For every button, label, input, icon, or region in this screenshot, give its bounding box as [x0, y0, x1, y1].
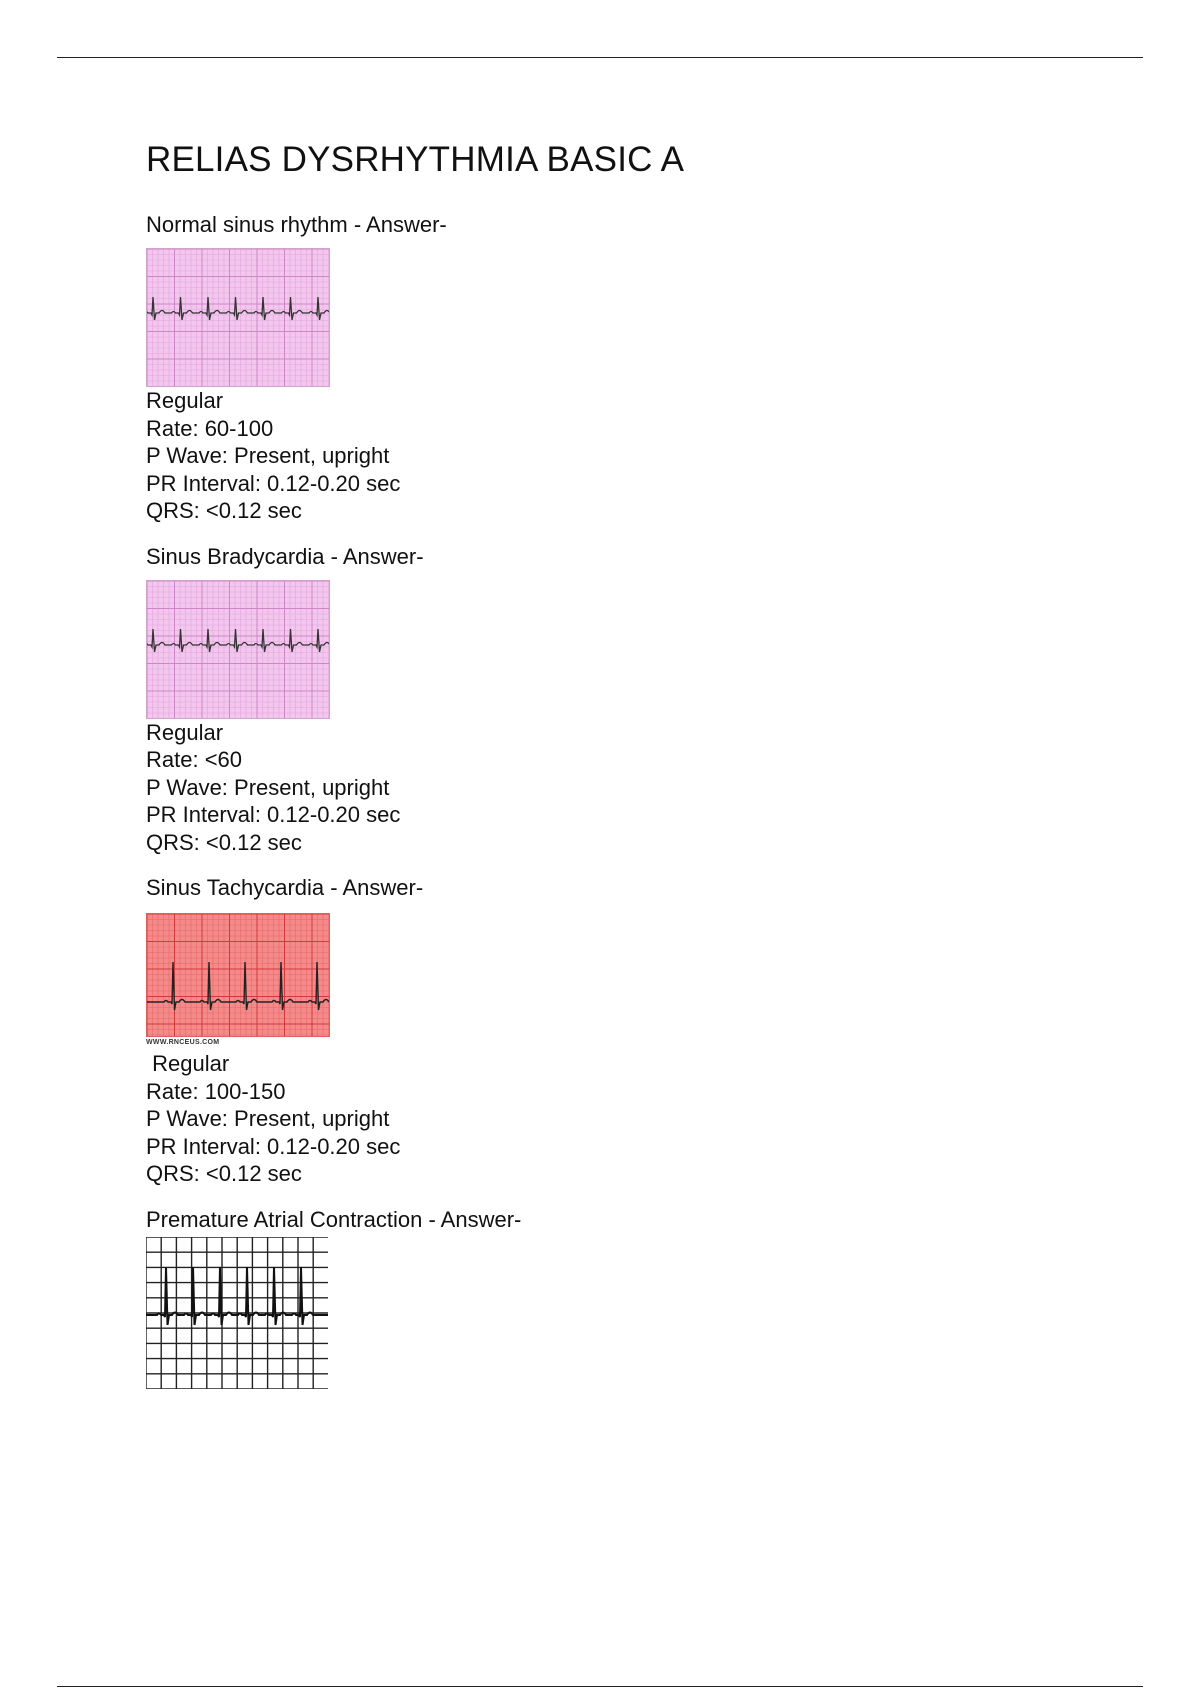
answer-line: PR Interval: 0.12-0.20 sec: [146, 802, 401, 827]
question-title: Premature Atrial Contraction - Answer-: [146, 1206, 522, 1232]
question-title: Sinus Bradycardia - Answer-: [146, 543, 424, 569]
document-title: RELIAS DYSRHYTHMIA BASIC A: [146, 140, 685, 179]
answer-line: Rate: 60-100: [146, 415, 274, 441]
answer-line: QRS: <0.12 sec: [146, 1161, 302, 1186]
answer-line: QRS: <0.12 sec: [146, 829, 302, 855]
question-title: Normal sinus rhythm - Answer-: [146, 212, 447, 237]
flashcard-sinus-bradycardia: [146, 544, 1096, 857]
ecg-strip-icon: [146, 913, 330, 1037]
answer-line: QRS: <0.12 sec: [146, 498, 302, 523]
flashcard-sinus-tachycardia: [146, 875, 1096, 1188]
flashcard-premature-atrial-contraction: [146, 1207, 1096, 1389]
answer-line: Rate: 100-150: [146, 1078, 286, 1104]
answer-line: PR Interval: 0.12-0.20 sec: [146, 1133, 401, 1159]
footer-rule: [57, 1686, 1143, 1687]
answer-line: P Wave: Present, upright: [146, 443, 390, 468]
header-rule: [57, 57, 1143, 58]
answer-block: [146, 719, 1096, 857]
answer-line: Regular: [146, 719, 224, 745]
flashcard-normal-sinus-rhythm: [146, 212, 1096, 525]
ecg-strip-icon: [146, 580, 330, 719]
answer-line: P Wave: Present, upright: [146, 1106, 390, 1131]
question-title: Sinus Tachycardia - Answer-: [146, 875, 424, 900]
answer-line: Regular: [146, 388, 224, 413]
answer-block: [146, 1050, 1096, 1188]
answer-block: [146, 387, 1096, 525]
answer-line: P Wave: Present, upright: [146, 774, 390, 800]
answer-line: Regular: [146, 1051, 230, 1076]
document-body: [146, 140, 1096, 1389]
ecg-strip-icon: [146, 1237, 328, 1389]
ecg-strip-icon: [146, 248, 330, 387]
strip-watermark: WWW.RNCEUS.COM: [146, 1039, 220, 1046]
answer-line: PR Interval: 0.12-0.20 sec: [146, 470, 401, 496]
answer-line: Rate: <60: [146, 747, 243, 772]
